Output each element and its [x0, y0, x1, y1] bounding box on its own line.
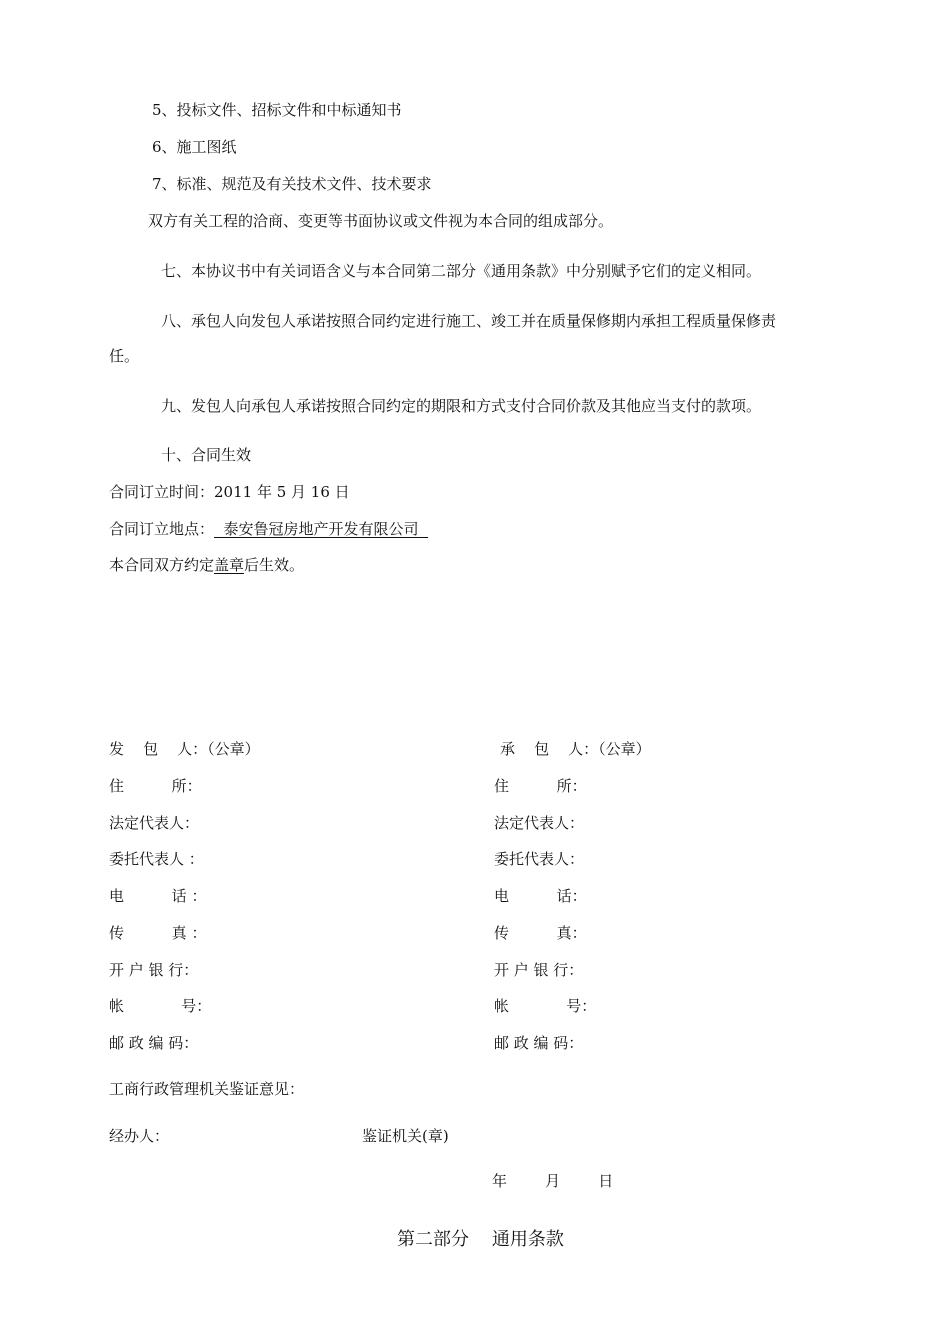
left-account: 帐 号：	[109, 997, 212, 1015]
paragraph-eight-line1: 八、承包人向发包人承诺按照合同约定进行施工、竣工并在质量保修期内承担工程质量保修责	[161, 312, 777, 330]
part2-heading: 第二部分 通用条款	[397, 1229, 564, 1250]
left-party: 发 包 人：（公章）	[109, 740, 260, 758]
left-bank: 开 户 银 行：	[109, 961, 199, 979]
list-item-6: 6、施工图纸	[152, 138, 237, 156]
paragraph-ten: 十、合同生效	[161, 446, 252, 464]
verification-handler: 经办人：	[109, 1127, 170, 1145]
right-account: 帐 号：	[494, 997, 597, 1015]
contract-place-label: 合同订立地点：	[109, 520, 215, 538]
list-item-5: 5、投标文件、招标文件和中标通知书	[152, 101, 402, 119]
right-address: 住 所：	[494, 777, 587, 795]
left-agent: 委托代表人 ：	[109, 850, 204, 868]
paragraph-nine: 九、发包人向承包人承诺按照合同约定的期限和方式支付合同价款及其他应当支付的款项。	[161, 397, 762, 415]
contract-effect	[109, 555, 304, 575]
verification-date: 年 月 日	[492, 1172, 614, 1190]
left-legal-rep: 法定代表人：	[109, 814, 200, 832]
right-bank: 开 户 银 行：	[494, 961, 584, 979]
right-phone: 电 话：	[494, 887, 587, 905]
right-legal-rep: 法定代表人：	[494, 814, 585, 832]
contract-effect-suffix: 后生效。	[244, 556, 305, 574]
contract-place-value: 泰安鲁冠房地产开发有限公司	[214, 520, 429, 538]
left-postcode: 邮 政 编 码：	[109, 1034, 199, 1052]
left-phone: 电 话 ：	[109, 887, 207, 905]
verification-authority: 鉴证机关(章)	[362, 1127, 449, 1145]
contract-place	[109, 519, 428, 539]
verification-title: 工商行政管理机关鉴证意见：	[109, 1080, 305, 1098]
paragraph-both-parties: 双方有关工程的洽商、变更等书面协议或文件视为本合同的组成部分。	[148, 212, 614, 230]
paragraph-eight-line2: 任。	[109, 347, 140, 365]
right-party: 承 包 人：（公章）	[500, 740, 651, 758]
left-address: 住 所：	[109, 777, 202, 795]
right-fax: 传 真：	[494, 924, 587, 942]
right-agent: 委托代表人：	[494, 850, 585, 868]
right-postcode: 邮 政 编 码：	[494, 1034, 584, 1052]
contract-effect-prefix: 本合同双方约定	[109, 556, 215, 574]
list-item-7: 7、标准、规范及有关技术文件、技术要求	[152, 175, 432, 193]
left-fax: 传 真 ：	[109, 924, 207, 942]
contract-effect-seal: 盖章	[214, 556, 245, 574]
paragraph-seven: 七、本协议书中有关词语含义与本合同第二部分《通用条款》中分别赋予它们的定义相同。	[161, 262, 762, 280]
contract-date: 合同订立时间：2011 年 5 月 16 日	[109, 483, 350, 501]
